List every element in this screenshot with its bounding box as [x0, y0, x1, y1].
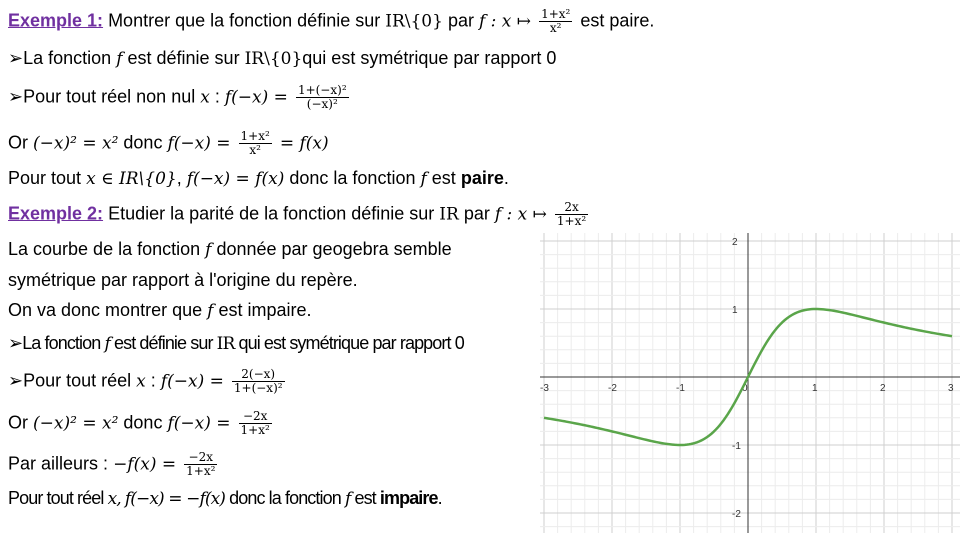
text: Pour tout: [8, 168, 82, 188]
text: est: [354, 488, 376, 508]
text: La fonction: [23, 48, 112, 68]
symmetry-line: [8, 268, 358, 292]
function-graph: [540, 233, 960, 533]
fraction: [232, 368, 285, 395]
text: donnée par geogebra semble: [216, 239, 452, 259]
function-def: f : x ↦: [478, 11, 532, 32]
x-tick-label: 0: [742, 383, 748, 394]
text: Or: [8, 132, 28, 153]
f-symbol: f: [420, 169, 427, 189]
condition: x ∈ IR\{0}: [86, 169, 177, 189]
conclusion-line-2: [8, 486, 442, 511]
equation: (−x)² = x²: [33, 133, 119, 154]
text: est définie sur: [127, 48, 240, 68]
f-symbol: f: [344, 489, 351, 509]
fraction-denominator: 1+(−x)²: [233, 381, 283, 395]
text: est impaire.: [218, 300, 312, 320]
text: qui est symétrique par rapport 0: [302, 48, 557, 68]
x-symbol: x: [136, 371, 146, 392]
equation-lhs: f(−x) =: [167, 133, 231, 154]
fraction-denominator: 1+x²: [186, 464, 216, 478]
equation-lhs: f(−x) =: [160, 371, 224, 392]
example-1-intro: Montrer que la fonction définie sur: [108, 10, 381, 31]
domain-text: IR: [216, 334, 235, 354]
bullet-arrow-icon: ➢: [8, 370, 24, 391]
colon: :: [150, 370, 156, 391]
text: Or: [8, 412, 28, 433]
fraction-numerator: −2x: [239, 410, 272, 424]
tail-text: est paire.: [580, 10, 655, 31]
text: est définie sur: [113, 333, 213, 353]
y-tick-label: -1: [732, 441, 741, 452]
text: On va donc montrer que: [8, 300, 203, 320]
text: La fonction: [22, 333, 101, 353]
domain-line-2: [8, 331, 464, 356]
fraction-denominator: x²: [549, 21, 562, 35]
geogebra-line: [8, 237, 452, 262]
computation-line-3: [8, 368, 288, 395]
computation-line-5: [8, 451, 220, 478]
x-tick-label: -3: [540, 383, 549, 394]
equation-lhs: f(−x) =: [167, 413, 231, 434]
fraction-denominator: (−x)²: [306, 97, 338, 111]
f-symbol: f: [116, 49, 123, 69]
fraction-numerator: 1+x²: [541, 7, 571, 21]
text: donc: [123, 132, 163, 153]
computation-line-1: [8, 84, 352, 111]
text: est: [431, 168, 456, 188]
conclusion-word: impaire: [379, 488, 438, 508]
bullet-arrow-icon: ➢: [8, 86, 24, 107]
text: Par ailleurs :: [8, 453, 109, 474]
conclusion-line-1: [8, 166, 509, 191]
domain-text: IR: [439, 204, 459, 225]
axes: [540, 233, 960, 533]
equation: f(−x) = f(x): [186, 169, 285, 189]
example-2-title: Exemple 2:: [8, 203, 104, 224]
equation-lhs: f(−x) =: [224, 87, 288, 108]
bullet-arrow-icon: ➢: [8, 48, 24, 68]
grid: [540, 233, 960, 533]
text: La courbe de la fonction: [8, 239, 201, 259]
y-tick-label: 2: [732, 237, 738, 248]
f-symbol: f: [205, 240, 212, 260]
fraction: [296, 84, 349, 111]
example-1-title: Exemple 1:: [8, 10, 104, 31]
f-symbol: f: [207, 301, 214, 321]
bullet-arrow-icon: ➢: [8, 333, 23, 353]
computation-line-4: [8, 410, 275, 437]
fraction-numerator: −2x: [184, 451, 217, 465]
fraction-numerator: 1+x²: [240, 129, 270, 143]
text: donc: [123, 412, 163, 433]
equation: (−x)² = x²: [33, 413, 119, 434]
dot: .: [503, 168, 509, 188]
par-text: par: [463, 203, 490, 224]
equation: f(−x) = −f(x): [124, 489, 226, 509]
fraction-denominator: 1+x²: [556, 214, 587, 228]
equation-lhs: −f(x) =: [113, 454, 177, 475]
domain-text: IR\{0}: [244, 49, 303, 69]
fraction: [239, 130, 272, 157]
par-text: par: [447, 10, 474, 31]
goal-line: [8, 298, 311, 323]
x-tick-label: -1: [676, 383, 685, 394]
example-2-statement: [8, 201, 591, 228]
text: donc la fonction: [229, 488, 341, 508]
fraction-denominator: 1+x²: [240, 423, 270, 437]
fraction: [184, 451, 217, 478]
fraction-denominator: x²: [249, 143, 261, 157]
text: symétrique par rapport à l'origine du repère.: [8, 270, 358, 290]
fraction: [539, 8, 572, 35]
fraction-numerator: 2(−x): [232, 368, 285, 382]
domain-text: IR\{0}: [385, 11, 443, 32]
dot: .: [437, 488, 442, 508]
x-tick-label: 2: [880, 383, 886, 394]
fraction: [239, 410, 272, 437]
x-tick-label: 3: [948, 383, 954, 394]
x-symbol: x: [200, 87, 210, 108]
fraction-numerator: 2x: [555, 201, 588, 215]
fraction-numerator: 1+(−x)²: [297, 83, 347, 97]
text: Pour tout réel: [23, 370, 132, 391]
example-2-intro: Etudier la parité de la fonction définie sur: [108, 203, 435, 224]
y-tick-label: 1: [732, 305, 738, 316]
conclusion-word: paire: [460, 168, 504, 188]
example-1-statement: [8, 8, 654, 35]
x-tick-label: -2: [608, 383, 617, 394]
colon: :: [214, 86, 220, 107]
function-def: f : x ↦: [494, 204, 547, 225]
fraction: [555, 201, 588, 228]
text: Pour tout réel: [8, 488, 104, 508]
equation-rhs: = f(x): [279, 133, 329, 154]
comma: ,: [176, 168, 182, 188]
domain-line-1: [8, 46, 556, 71]
computation-line-2: [8, 130, 329, 157]
y-tick-label: -2: [732, 509, 741, 520]
text: donc la fonction: [289, 168, 416, 188]
x-tick-label: 1: [812, 383, 818, 394]
x-symbol: x,: [107, 489, 121, 509]
text: qui est symétrique par rapport 0: [238, 333, 464, 353]
f-symbol: f: [104, 334, 110, 354]
text: Pour tout réel non nul: [23, 86, 196, 107]
